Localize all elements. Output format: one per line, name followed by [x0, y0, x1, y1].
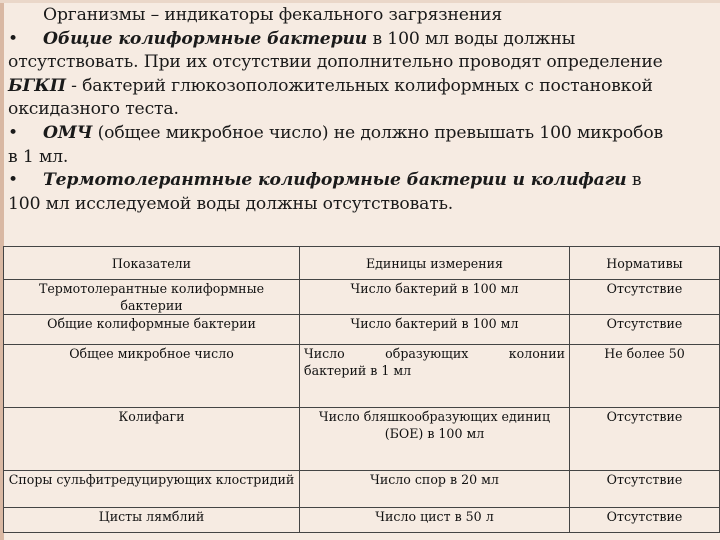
indicator-cell: Общие колиформные бактерии	[4, 315, 300, 345]
header-norm: Нормативы	[570, 247, 720, 280]
bullet-2-bold: ОМЧ	[43, 122, 93, 143]
intro-text	[8, 4, 714, 216]
bullet-1-line-2: отсутствовать. При их отсутствии дополнительно проводят определение	[8, 52, 663, 73]
unit-cell: Число бактерий в 100 мл	[300, 280, 570, 315]
bullet-3-line-2: 100 мл исследуемой воды должны отсутствовать.	[8, 193, 454, 214]
table-row	[4, 471, 720, 508]
unit-cell: Число цист в 50 л	[300, 508, 570, 533]
table-header-row	[4, 247, 720, 280]
bullet-1-line-3	[8, 75, 714, 99]
bullet-3-bold: Термотолерантные колиформные бактерии и колифаги	[43, 170, 627, 191]
norm-cell: Отсутствие	[570, 408, 720, 471]
unit-word: образующих	[385, 346, 469, 361]
indicator-cell: Споры сульфитредуцирующих клостридий	[4, 471, 300, 508]
unit-cell: Число бляшкообразующих единиц (БОЕ) в 100 мл	[300, 408, 570, 471]
bullet-1	[8, 28, 714, 52]
bullet-3	[8, 169, 714, 193]
slide-top-edge	[0, 0, 720, 3]
unit-word: Число	[304, 346, 345, 361]
norm-cell: Отсутствие	[570, 508, 720, 533]
header-indicator: Показатели	[4, 247, 300, 280]
norm-cell: Отсутствие	[570, 471, 720, 508]
table-row	[4, 315, 720, 345]
bullet-mark: •	[8, 170, 18, 191]
bgkp-bold: БГКП	[8, 75, 66, 96]
bullet-2-text: (общее микробное число) не должно превышать 100 микробов	[92, 122, 664, 143]
bullet-1-text: в 100 мл воды должны	[367, 28, 576, 49]
header-unit: Единицы измерения	[300, 247, 570, 280]
table-row	[4, 345, 720, 408]
bullet-mark: •	[8, 28, 18, 49]
norm-cell: Отсутствие	[570, 315, 720, 345]
heading: Организмы – индикаторы фекального загрязнения	[43, 5, 503, 25]
bullet-2	[8, 122, 714, 146]
indicator-cell: Колифаги	[4, 408, 300, 471]
unit-cell: Число бактерий в 100 мл	[300, 315, 570, 345]
unit-line-2: бактерий в 1 мл	[304, 363, 412, 378]
bullet-3-text: в	[626, 170, 642, 191]
unit-cell	[300, 345, 570, 408]
table-row	[4, 408, 720, 471]
indicator-cell: Общее микробное число	[4, 345, 300, 408]
unit-line-1	[304, 345, 565, 362]
bullet-mark: •	[8, 122, 18, 143]
bullet-1-bold: Общие колиформные бактерии	[43, 28, 368, 49]
norm-cell: Отсутствие	[570, 280, 720, 315]
indicator-cell: Термотолерантные колиформные бактерии	[4, 280, 300, 315]
unit-cell: Число спор в 20 мл	[300, 471, 570, 508]
table-row	[4, 508, 720, 533]
bullet-1-line-4: оксидазного теста.	[8, 99, 179, 120]
unit-word: колонии	[508, 346, 565, 361]
norms-table	[3, 246, 720, 533]
indicator-cell: Цисты лямблий	[4, 508, 300, 533]
bullet-2-line-2: в 1 мл.	[8, 146, 69, 167]
bullet-1-line-3-text: - бактерий глюкозоположительных колиформных с постановкой	[65, 75, 653, 96]
table-row	[4, 280, 720, 315]
norm-cell: Не более 50	[570, 345, 720, 408]
